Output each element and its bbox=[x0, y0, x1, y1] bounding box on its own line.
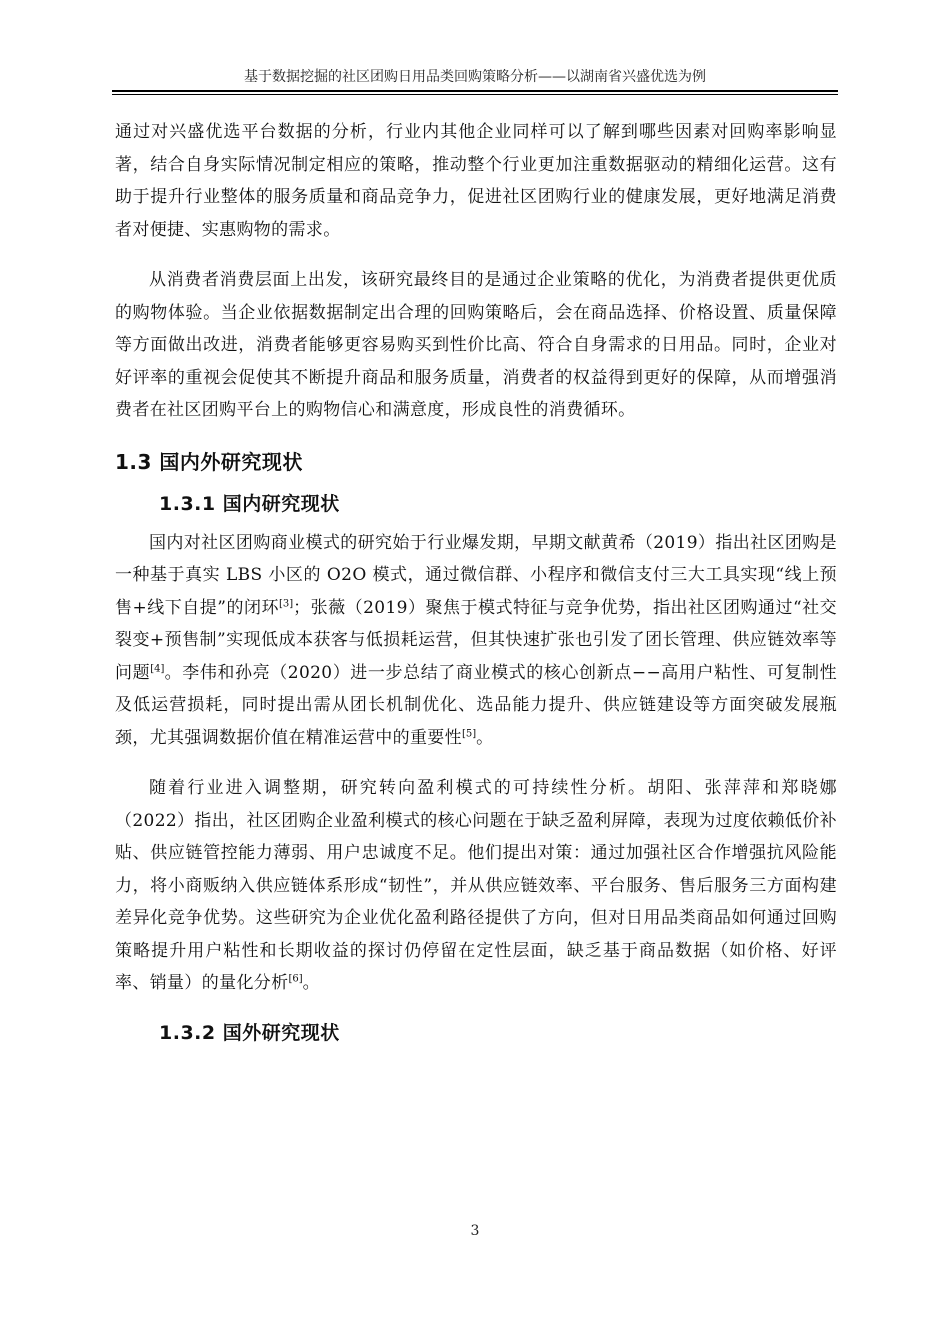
subsection-heading-1-3-2: 1.3.2 国外研究现状 bbox=[159, 1021, 340, 1044]
paragraph-domestic-profit-model bbox=[115, 772, 837, 1000]
text-run: 。 bbox=[476, 727, 494, 748]
text-run: 。 bbox=[302, 973, 321, 993]
citation-ref-3: [3] bbox=[278, 597, 294, 609]
text-run: 随着行业进入调整期，研究转向盈利模式的可持续性分析。胡阳、张萍萍和郑晓娜（2022）指出，社区团购企业盈利模式的核心问题在于缺乏盈利屏障，表现为过度依赖低价补贴、供应链管控能力薄弱、用户忠诚度不足。他们提出对策：通过加强社区合作增强抗风险能力，将小商贩纳入供应链体系形成“韧性”，并从供应链效率、平台服务、售后服务三方面构建差异化竞争优势。这些研究为企业优化盈利路径提供了方向，但对日用品类商品如何通过回购策略提升用户粘性和长期收益的探讨仍停留在定性层面，缺乏基于商品数据（如价格、好评率、销量）的量化分析 bbox=[115, 778, 837, 993]
citation-ref-4: [4] bbox=[150, 662, 165, 674]
paragraph-consumer-impact: 从消费者消费层面上出发，该研究最终目的是通过企业策略的优化，为消费者提供更优质的购物体验。当企业依据数据制定出合理的回购策略后，会在商品选择、价格设置、质量保障等方面做出改进，消费者能够更容易购买到性价比高、符合自身需求的日用品。同时，企业对好评率的重视会促使其不断提升商品和服务质量，消费者的权益得到更好的保障，从而增强消费者在社区团购平台上的购物信心和满意度，形成良性的消费循环。 bbox=[115, 270, 837, 420]
citation-ref-5: [5] bbox=[462, 727, 477, 739]
citation-ref-6: [6] bbox=[288, 973, 303, 985]
header-rule-thin bbox=[112, 94, 838, 95]
paragraph-industry-impact: 通过对兴盛优选平台数据的分析，行业内其他企业同样可以了解到哪些因素对回购率影响显著，结合自身实际情况制定相应的策略，推动整个行业更加注重数据驱动的精细化运营。这有助于提升行业整体的服务质量和商品竞争力，促进社区团购行业的健康发展，更好地满足消费者对便捷、实惠购物的需求。 bbox=[115, 122, 837, 240]
text-run: 国内对社区团购商业模式的研究始于行业爆发期，早期文献黄希（2019）指出社区团购是一种基于真实 LBS 小区的 O2O 模式，通过微信群、小程序和微信支付三大工具实现“线上预售+线下自提”的闭环 bbox=[115, 532, 837, 618]
section-heading-1-3: 1.3 国内外研究现状 bbox=[115, 449, 303, 474]
body-text bbox=[115, 116, 837, 1056]
text-run: ；张薇（2019）聚焦于模式特征与竞争优势，指出社区团购通过“社交裂变+预售制”实现低成本获客与低损耗运营，但其快速扩张也引发了团长管理、供应链效率等问题 bbox=[115, 597, 837, 683]
paragraph-domestic-business-model bbox=[115, 527, 837, 755]
header-rule-thick bbox=[112, 90, 838, 92]
page-number: 3 bbox=[470, 1223, 480, 1239]
subsection-heading-1-3-1: 1.3.1 国内研究现状 bbox=[159, 492, 340, 515]
text-run: 。李伟和孙亮（2020）进一步总结了商业模式的核心创新点−−高用户粘性、可复制性及低运营损耗，同时提出需从团长机制优化、选品能力提升、供应链建设等方面突破发展瓶颈，尤其强调数据价值在精准运营中的重要性 bbox=[115, 662, 838, 748]
running-header: 基于数据挖掘的社区团购日用品类回购策略分析——以湖南省兴盛优选为例 bbox=[244, 69, 706, 85]
